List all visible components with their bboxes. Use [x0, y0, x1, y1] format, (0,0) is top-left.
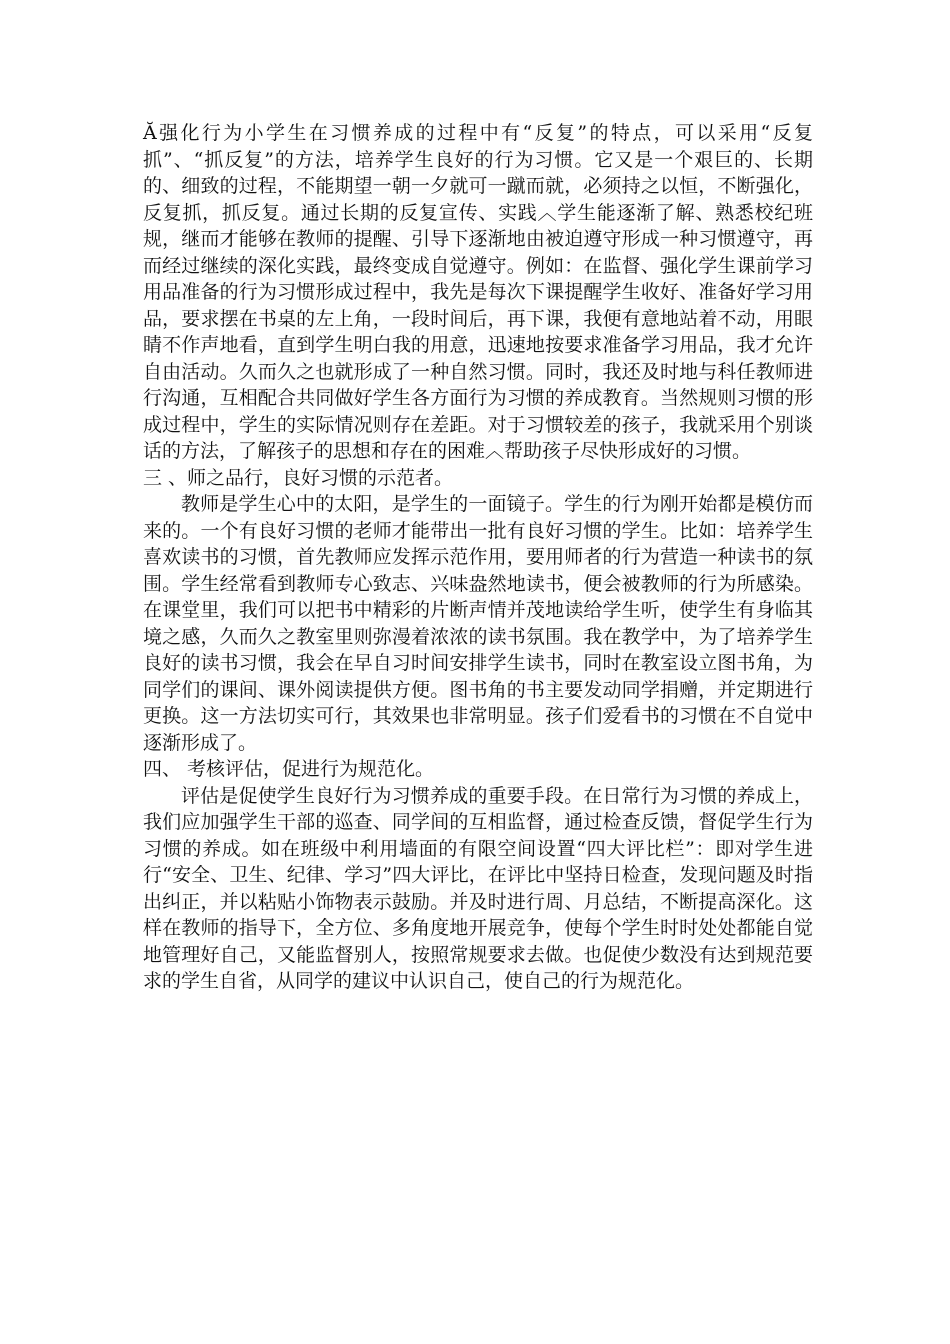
body-paragraph: 评估是促使学生良好行为习惯养成的重要手段。在日常行为习惯的养成上，我们应加强学生干部的巡查、同学间的互相监督，通过检查反馈，督促学生行为习惯的养成。如在班级中利用墙面的有限空间设置“四大评比栏”：即对学生进行“安全、卫生、纪律、学习”四大评比，在评比中坚持日检查，发现问题及时指出纠正，并以粘贴小饰物表示鼓励。并及时进行周、月总结，不断提高深化。这样在教师的指导下，全方位、多角度地开展竞争，使每个学生时时处处都能自觉地管理好自己，又能监督别人，按照常规要求去做。也促使少数没有达到规范要求的学生自省，从同学的建议中认识自己，使自己的行为规范化。	[143, 784, 813, 992]
document-page	[143, 120, 813, 995]
body-paragraph: Ă强化行为小学生在习惯养成的过程中有“反复”的特点，可以采用“反复抓”、“抓反复”的方法，培养学生良好的行为习惯。它又是一个艰巨的、长期的、细致的过程，不能期望一朝一夕就可一蹴而就，必须持之以恒，不断强化，反复抓，抓反复。通过长期的反复宣传、实践︿学生能逐渐了解、熟悉校纪班规，继而才能够在教师的提醒、引导下逐渐地由被迫遵守形成一种习惯遵守，再而经过继续的深化实践，最终变成自觉遵守。例如：在监督、强化学生课前学习用品准备的行为习惯形成过程中，我先是每次下课提醒学生收好、准备好学习用品，要求摆在书桌的左上角，一段时间后，再下课，我便有意地站着不动，用眼睛不作声地看，直到学生明白我的用意，迅速地按要求准备学习用品，我才允许自由活动。久而久之也就形成了一种自然习惯。同时，我还及时地与科任教师进行沟通，互相配合共同做好学生各方面行为习惯的养成教育。当然规则习惯的形成过程中，学生的实际情况则存在差距。对于习惯较差的孩子，我就采用个别谈话的方法，了解孩子的思想和存在的困难︿帮助孩子尽快形成好的习惯。	[143, 122, 813, 462]
section-heading: 四、 考核评估，促进行为规范化。	[143, 758, 435, 780]
body-paragraph: 教师是学生心中的太阳，是学生的一面镜子。学生的行为刚开始都是模仿而来的。一个有良好习惯的老师才能带出一批有良好习惯的学生。比如：培养学生喜欢读书的习惯，首先教师应发挥示范作用，要用师者的行为营造一种读书的氛围。学生经常看到教师专心致志、兴味盎然地读书，便会被教师的行为所感染。在课堂里，我们可以把书中精彩的片断声情并茂地读给学生听，使学生有身临其境之感，久而久之教室里则弥漫着浓浓的读书氛围。我在教学中，为了培养学生良好的读书习惯，我会在早自习时间安排学生读书，同时在教室设立图书角，为同学们的课间、课外阅读提供方便。图书角的书主要发动同学捐赠，并定期进行更换。这一方法切实可行，其效果也非常明显。孩子们爱看书的习惯在不自觉中逐渐形成了。	[143, 493, 813, 754]
section-heading: 三 、师之品行，良好习惯的示范者。	[143, 466, 454, 489]
